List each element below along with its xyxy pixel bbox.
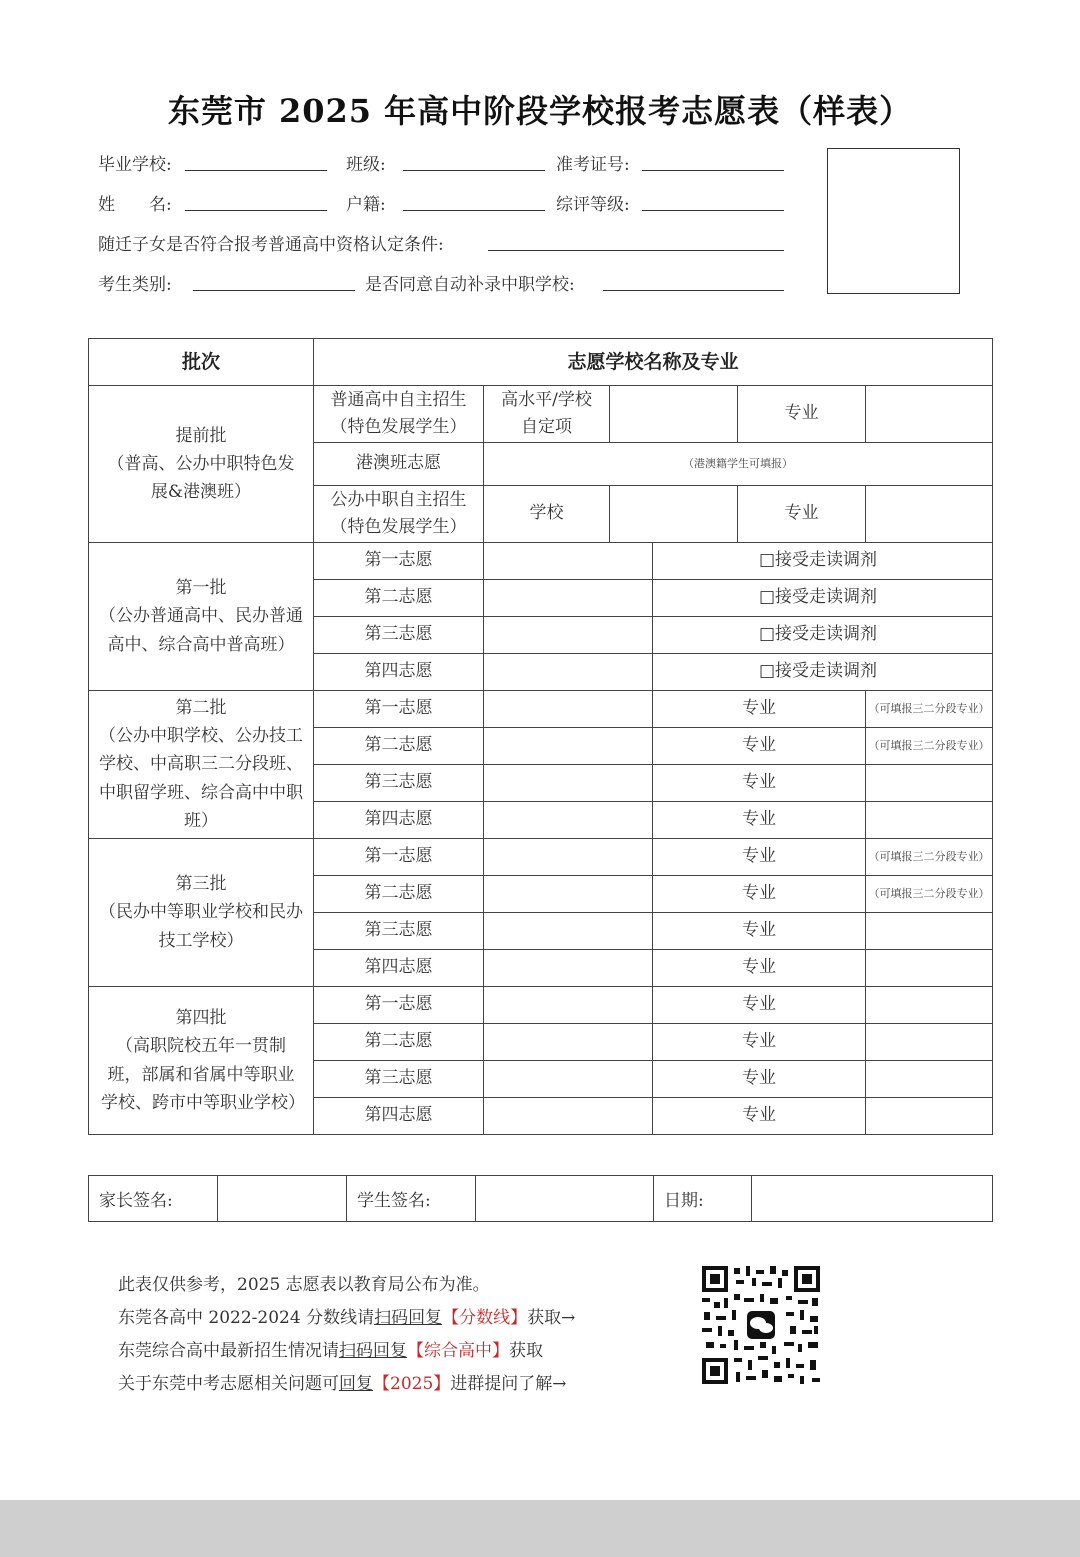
- major-input[interactable]: [866, 1061, 993, 1098]
- category-label: 考生类别:: [98, 275, 172, 295]
- early-high-level: 高水平/学校 自定项: [484, 386, 610, 443]
- grade-label: 综评等级:: [556, 195, 630, 215]
- major-input[interactable]: （可填报三二分段专业）: [866, 691, 993, 728]
- choice-label: 第四志愿: [314, 654, 484, 691]
- batch-desc: （普高、公办中职特色发展&港澳班）: [107, 453, 295, 503]
- choice-input[interactable]: [484, 1098, 653, 1135]
- bottom-bar: [0, 1500, 1080, 1557]
- exam-no-label: 准考证号:: [556, 155, 630, 175]
- note-line-4: 关于东莞中考志愿相关问题可回复【2025】进群提问了解→: [118, 1374, 567, 1394]
- choice-input[interactable]: [484, 580, 653, 617]
- migrant-label: 随迁子女是否符合报考普通高中资格认定条件:: [98, 235, 444, 255]
- vocational-major-input[interactable]: [866, 486, 993, 543]
- choice-input[interactable]: [484, 654, 653, 691]
- choice-input[interactable]: [484, 950, 653, 987]
- choice-input[interactable]: [484, 691, 653, 728]
- parent-sign-input[interactable]: [218, 1176, 347, 1222]
- major-label: 专业: [653, 876, 866, 913]
- major-label: 专业: [653, 728, 866, 765]
- major-label: 专业: [653, 839, 866, 876]
- grade-field[interactable]: [642, 210, 784, 211]
- batch-label: 提前批: [175, 425, 227, 446]
- batch-early: [89, 386, 314, 543]
- major-label: 专业: [653, 802, 866, 839]
- major-input[interactable]: （可填报三二分段专业）: [866, 728, 993, 765]
- name-field[interactable]: [185, 210, 327, 211]
- major-label: 专业: [653, 1061, 866, 1098]
- choice-label: 第三志愿: [314, 913, 484, 950]
- auto-fill-label: 是否同意自动补录中职学校:: [365, 275, 575, 295]
- hk-macau-label: 港澳班志愿: [314, 443, 484, 486]
- adjust-checkbox[interactable]: □接受走读调剂: [653, 617, 993, 654]
- major-input[interactable]: [866, 987, 993, 1024]
- student-sign-label: 学生签名:: [347, 1176, 476, 1222]
- note-line-1: 此表仅供参考，2025 志愿表以教育局公布为准。: [118, 1275, 490, 1295]
- note-line-3: 东莞综合高中最新招生情况请扫码回复【综合高中】获取: [118, 1341, 543, 1361]
- choice-label: 第一志愿: [314, 543, 484, 580]
- early-major-label: 专业: [738, 386, 866, 443]
- date-label: 日期:: [654, 1176, 752, 1222]
- vocational-school-label: 学校: [484, 486, 610, 543]
- major-input[interactable]: [866, 1098, 993, 1135]
- choice-input[interactable]: [484, 839, 653, 876]
- major-label: 专业: [653, 1098, 866, 1135]
- photo-box: [827, 148, 960, 294]
- choice-table: [88, 338, 993, 1135]
- major-input[interactable]: [866, 765, 993, 802]
- school-label: 毕业学校:: [98, 155, 172, 175]
- hk-macau-input[interactable]: （港澳籍学生可填报）: [484, 443, 993, 486]
- migrant-field[interactable]: [488, 250, 784, 251]
- hukou-label: 户籍:: [346, 195, 386, 215]
- adjust-checkbox[interactable]: □接受走读调剂: [653, 543, 993, 580]
- col-header-choice: 志愿学校名称及专业: [314, 339, 993, 386]
- name-label: 姓 名:: [98, 195, 172, 215]
- choice-input[interactable]: [484, 543, 653, 580]
- class-field[interactable]: [403, 170, 545, 171]
- qr-code[interactable]: [700, 1264, 822, 1386]
- choice-label: 第三志愿: [314, 1061, 484, 1098]
- batch-1: 第一批 （公办普通高中、民办普通高中、综合高中普高班）: [89, 543, 314, 691]
- hukou-field[interactable]: [403, 210, 545, 211]
- choice-label: 第一志愿: [314, 987, 484, 1024]
- major-label: 专业: [653, 987, 866, 1024]
- choice-input[interactable]: [484, 802, 653, 839]
- adjust-checkbox[interactable]: □接受走读调剂: [653, 654, 993, 691]
- category-field[interactable]: [193, 290, 355, 291]
- major-input[interactable]: [866, 1024, 993, 1061]
- choice-input[interactable]: [484, 987, 653, 1024]
- choice-label: 第三志愿: [314, 617, 484, 654]
- choice-label: 第一志愿: [314, 691, 484, 728]
- auto-fill-field[interactable]: [603, 290, 784, 291]
- major-label: 专业: [653, 913, 866, 950]
- choice-input[interactable]: [484, 913, 653, 950]
- signature-table: [88, 1175, 993, 1222]
- page-title: 东莞市 2025 年高中阶段学校报考志愿表（样表）: [167, 92, 913, 130]
- vocational-major-label: 专业: [738, 486, 866, 543]
- class-label: 班级:: [346, 155, 386, 175]
- choice-label: 第二志愿: [314, 876, 484, 913]
- adjust-checkbox[interactable]: □接受走读调剂: [653, 580, 993, 617]
- major-input[interactable]: （可填报三二分段专业）: [866, 839, 993, 876]
- major-input[interactable]: [866, 802, 993, 839]
- parent-sign-label: 家长签名:: [89, 1176, 218, 1222]
- public-vocational-independent: 公办中职自主招生 （特色发展学生）: [314, 486, 484, 543]
- col-header-batch: 批次: [89, 339, 314, 386]
- school-field[interactable]: [185, 170, 327, 171]
- major-label: 专业: [653, 691, 866, 728]
- student-sign-input[interactable]: [476, 1176, 654, 1222]
- batch-3: 第三批 （民办中等职业学校和民办技工学校）: [89, 839, 314, 987]
- choice-input[interactable]: [484, 765, 653, 802]
- choice-input[interactable]: [484, 728, 653, 765]
- choice-label: 第三志愿: [314, 765, 484, 802]
- choice-label: 第四志愿: [314, 802, 484, 839]
- choice-label: 第二志愿: [314, 728, 484, 765]
- early-school-input[interactable]: [610, 386, 738, 443]
- choice-input[interactable]: [484, 1024, 653, 1061]
- choice-input[interactable]: [484, 876, 653, 913]
- vocational-school-input[interactable]: [610, 486, 738, 543]
- major-input[interactable]: [866, 950, 993, 987]
- early-major-input[interactable]: [866, 386, 993, 443]
- major-input[interactable]: （可填报三二分段专业）: [866, 876, 993, 913]
- major-label: 专业: [653, 765, 866, 802]
- note-line-2: 东莞各高中 2022-2024 分数线请扫码回复【分数线】获取→: [118, 1308, 576, 1328]
- choice-label: 第二志愿: [314, 1024, 484, 1061]
- batch-4: 第四批 （高职院校五年一贯制班，部属和省属中等职业学校、跨市中等职业学校）: [89, 987, 314, 1135]
- choice-label: 第二志愿: [314, 580, 484, 617]
- major-input[interactable]: [866, 913, 993, 950]
- major-label: 专业: [653, 950, 866, 987]
- exam-no-field[interactable]: [642, 170, 784, 171]
- major-label: 专业: [653, 1024, 866, 1061]
- choice-input[interactable]: [484, 617, 653, 654]
- choice-label: 第四志愿: [314, 1098, 484, 1135]
- choice-label: 第四志愿: [314, 950, 484, 987]
- batch-2: 第二批 （公办中职学校、公办技工学校、中高职三二分段班、中职留学班、综合高中中职班）: [89, 691, 314, 839]
- early-independent: 普通高中自主招生 （特色发展学生）: [314, 386, 484, 443]
- choice-input[interactable]: [484, 1061, 653, 1098]
- date-input[interactable]: [752, 1176, 993, 1222]
- choice-label: 第一志愿: [314, 839, 484, 876]
